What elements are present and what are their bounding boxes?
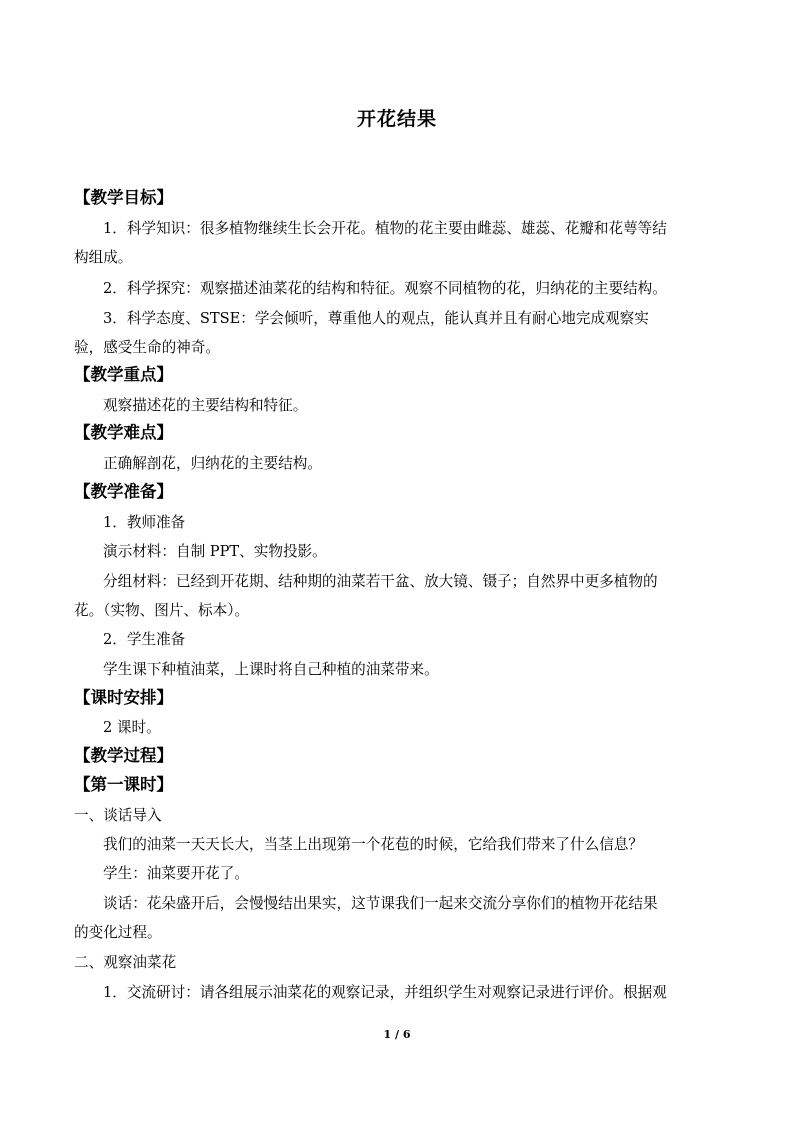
paragraph-line: 花。（实物、图片、标本）。: [74, 602, 250, 619]
paragraph-line: 我们的油菜一天天长大，当茎上出现第一个花苞的时候，它给我们带来了什么信息？: [103, 836, 643, 853]
page-number: 1 / 6: [383, 1028, 411, 1041]
paragraph-line: 2 课时。: [103, 719, 161, 736]
paragraph-line: 1．教师准备: [103, 514, 186, 531]
section-heading-first-lesson: 【第一课时】: [74, 775, 173, 794]
paragraph-line: 2．科学探究：观察描述油菜花的结构和特征。观察不同植物的花，归纳花的主要结构。: [103, 280, 667, 297]
subsection-heading: 二、观察油菜花: [74, 954, 177, 971]
paragraph-line: 分组材料：已经到开花期、结种期的油菜若干盆、放大镜、镊子；自然界中更多植物的: [103, 573, 658, 590]
paragraph-line: 学生：油菜要开花了。: [103, 865, 249, 882]
paragraph-line: 演示材料：自制 PPT、实物投影。: [103, 543, 327, 560]
paragraph-line: 1．科学知识：很多植物继续生长会开花。植物的花主要由雌蕊、雄蕊、花瓣和花萼等结: [103, 220, 667, 237]
paragraph-line: 正确解剖花，归纳花的主要结构。: [103, 455, 322, 472]
paragraph-line: 3．科学态度、STSE：学会倾听，尊重他人的观点，能认真并且有耐心地完成观察实: [103, 310, 649, 327]
paragraph-line: 观察描述花的主要结构和特征。: [103, 397, 308, 414]
paragraph-line: 学生课下种植油菜，上课时将自己种植的油菜带来。: [103, 661, 439, 678]
section-heading-key-points: 【教学重点】: [74, 365, 173, 384]
section-heading-process: 【教学过程】: [74, 746, 173, 765]
paragraph-line: 1．交流研讨：请各组展示油菜花的观察记录，并组织学生对观察记录进行评价。根据观: [103, 984, 667, 1001]
section-heading-schedule: 【课时安排】: [74, 688, 173, 707]
document-title: 开花结果: [356, 108, 437, 130]
paragraph-line: 验，感受生命的神奇。: [74, 339, 220, 356]
paragraph-line: 的变化过程。: [74, 924, 162, 941]
paragraph-line: 构组成。: [74, 249, 133, 266]
section-heading-objectives: 【教学目标】: [74, 188, 173, 207]
subsection-heading: 一、谈话导入: [74, 807, 162, 824]
section-heading-difficulties: 【教学难点】: [74, 423, 173, 442]
paragraph-line: 2．学生准备: [103, 631, 186, 648]
section-heading-preparation: 【教学准备】: [74, 482, 173, 501]
paragraph-line: 谈话：花朵盛开后，会慢慢结出果实，这节课我们一起来交流分享你们的植物开花结果: [103, 895, 658, 912]
